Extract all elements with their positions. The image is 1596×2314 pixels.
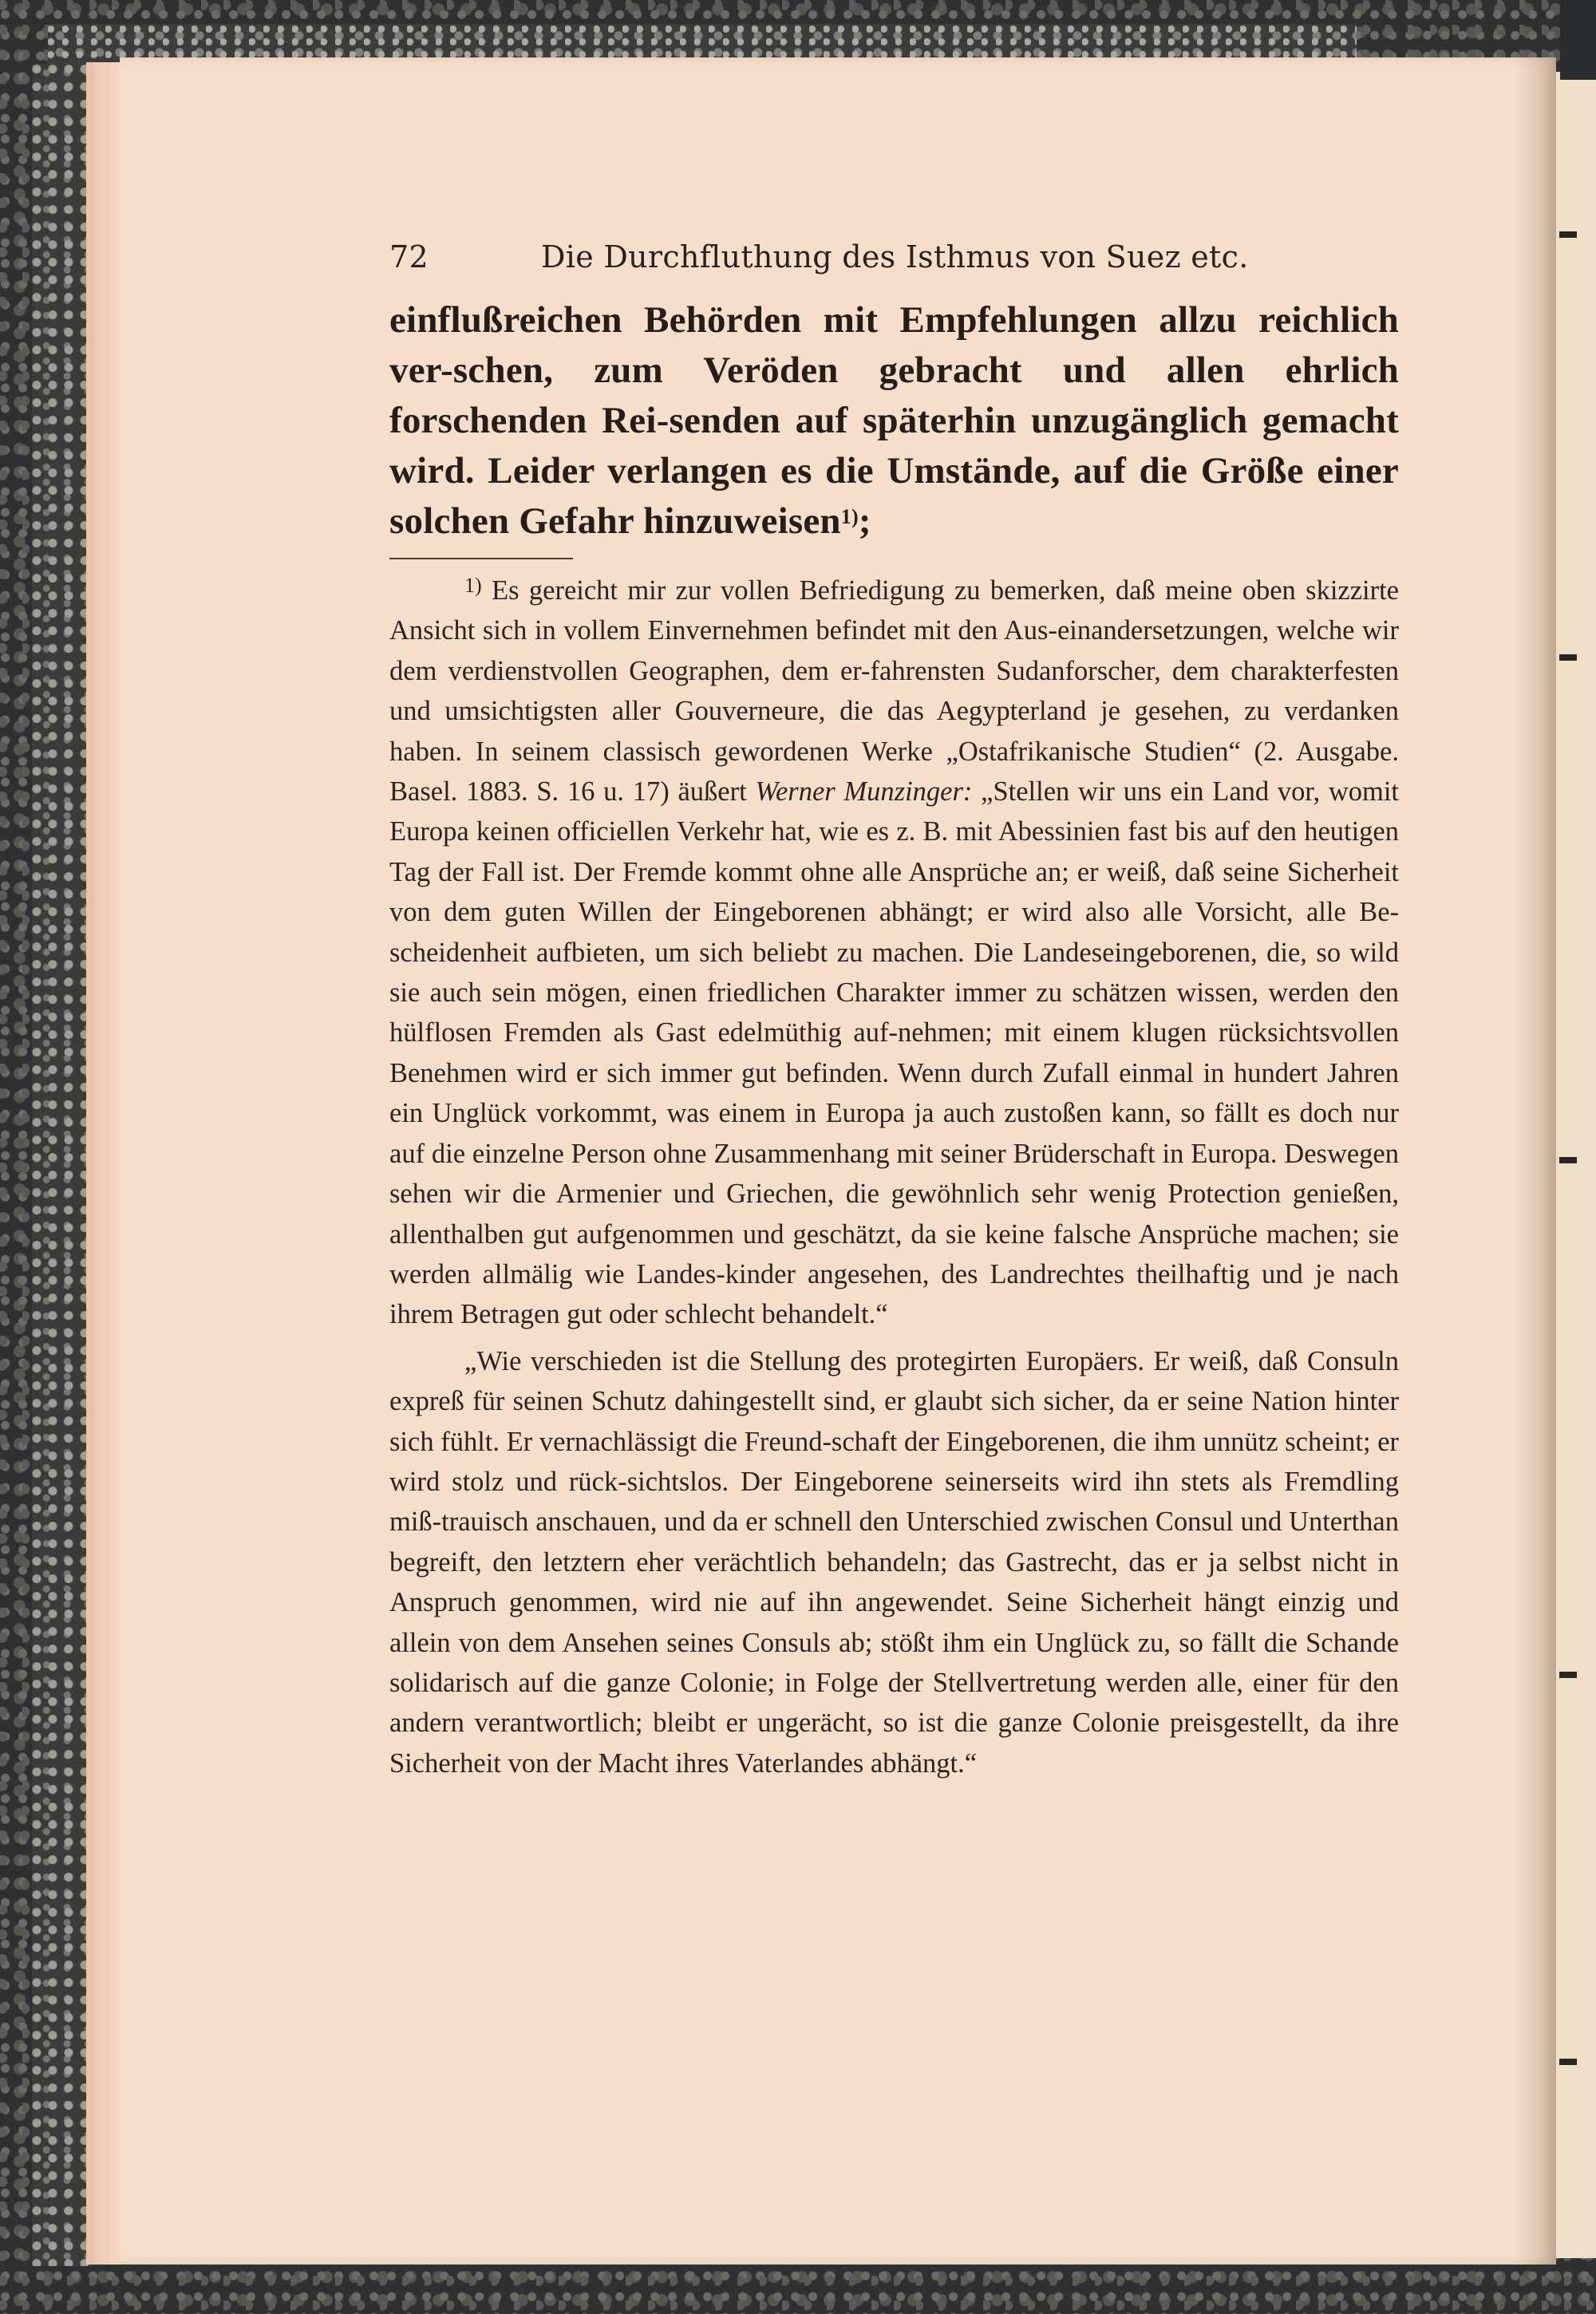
margin-mark — [1559, 231, 1577, 238]
footnote-block — [389, 571, 1399, 1783]
running-head — [389, 239, 1411, 274]
footnote-reference: 1) — [840, 505, 859, 528]
footnote-author: Werner Munzinger: — [755, 776, 973, 808]
footnote-divider — [389, 558, 573, 559]
margin-mark — [1559, 1157, 1577, 1163]
footnote-text-start: Es gereicht mir zur vollen Befriedigung zu bemerken, daß meine oben skizzirte Ansicht sich in vollem Einvernehmen befindet mit den Aus-einandersetzungen, welche wir dem verdienstvollen Geographen, dem er-fahrensten Sudanforscher, dem charakterfesten und umsichtigsten aller Gouverneure, die das Aegypterland je gesehen, zu verdanken haben. In seinem classisch gewordenen Werke „Ostafrikanische Studien“ (2. Ausgabe. Basel. 1883. S. 16 u. 17) äußert — [389, 575, 1399, 808]
margin-mark — [1559, 654, 1577, 661]
spine-shadow — [1516, 57, 1556, 2265]
page-number: 72 — [389, 239, 429, 274]
facing-page-edge — [1555, 72, 1596, 2258]
main-paragraph-trailing: ; — [858, 500, 871, 542]
main-paragraph-text: einflußreichen Behörden mit Empfehlungen allzu reichlich ver-schen, zum Veröden gebracht und allen ehrlich forschenden Rei-senden auf späterhin unzugänglich gemacht wird. Leider verlangen es die Umstände, auf die Größe einer solchen Gefahr hinzuweisen — [389, 299, 1399, 542]
footnote-paragraph-2: „Wie verschieden ist die Stellung des protegirten Europäers. Er weiß, daß Consuln expreß für seinen Schutz dahingestellt sind, er glaubt sich sicher, da er seine Nation hinter sich fühlt. Er vernachlässigt die Freund-schaft der Eingeborenen, die ihm unnütz scheint; er wird stolz und rück-sichtslos. Der Eingeborene seinerseits wird ihn stets als Fremdling miß-trauisch anschauen, und da er schnell den Unterschied zwischen Consul und Unterthan begreift, den letztern eher verächtlich behandeln; das Gastrecht, das er ja selbst nicht in Anspruch genommen, wird nie auf ihn angewendet. Seine Sicherheit hängt einzig und allein von dem Ansehen seines Consuls ab; stößt ihm ein Unglück zu, so fällt die Schande solidarisch auf die ganze Colonie; in Folge der Stellvertretung werden alle, einer für den andern verantwortlich; bleibt er ungerächt, so ist die ganze Colonie preisgestellt, da ihre Sicherheit von der Macht ihres Vaterlandes abhängt.“ — [389, 1345, 1399, 1779]
footnote-paragraph-1 — [389, 571, 1399, 1335]
running-title: Die Durchfluthung des Isthmus von Suez etc. — [541, 239, 1249, 274]
margin-mark — [1559, 1672, 1577, 1678]
footnote-marker: 1) — [464, 574, 482, 597]
main-text-block — [389, 295, 1399, 547]
page-content — [271, 239, 1400, 1783]
margin-mark — [1559, 2059, 1577, 2065]
cover-corner — [1560, 0, 1596, 80]
footnote-text-end: „Stellen wir uns ein Land vor, womit Europa keinen officiellen Verkehr hat, wie es z. B. mit Abessinien fast bis auf den heutigen Tag der Fall ist. Der Fremde kommt ohne alle Ansprüche an; er weiß, daß seine Sicherheit von dem guten Willen der Eingeborenen abhängt; er wird also alle Vorsicht, alle Be-scheidenheit aufbieten, um sich beliebt zu machen. Die Landeseingeborenen, die, so wild sie auch sein mögen, einen friedlichen Charakter immer zu schätzen wissen, werden den hülflosen Fremden als Gast edelmüthig auf-nehmen; mit einem klugen rücksichtsvollen Benehmen wird er sich immer gut befinden. Wenn durch Zufall einmal in hundert Jahren ein Unglück vorkommt, was einem in Europa ja auch zustoßen kann, so fällt es doch nur auf die einzelne Person ohne Zusammenhang mit seiner Brüderschaft in Europa. Deswegen sehen wir die Armenier und Griechen, die gewöhnlich sehr wenig Protection genießen, allenthalben gut aufgenommen und geschätzt, da sie keine falsche Ansprüche machen; sie werden allmälig wie Landes-kinder angesehen, des Landrechtes theilhaftig und je nach ihrem Betragen gut oder schlecht behandelt.“ — [389, 776, 1400, 1330]
main-paragraph — [389, 295, 1399, 547]
